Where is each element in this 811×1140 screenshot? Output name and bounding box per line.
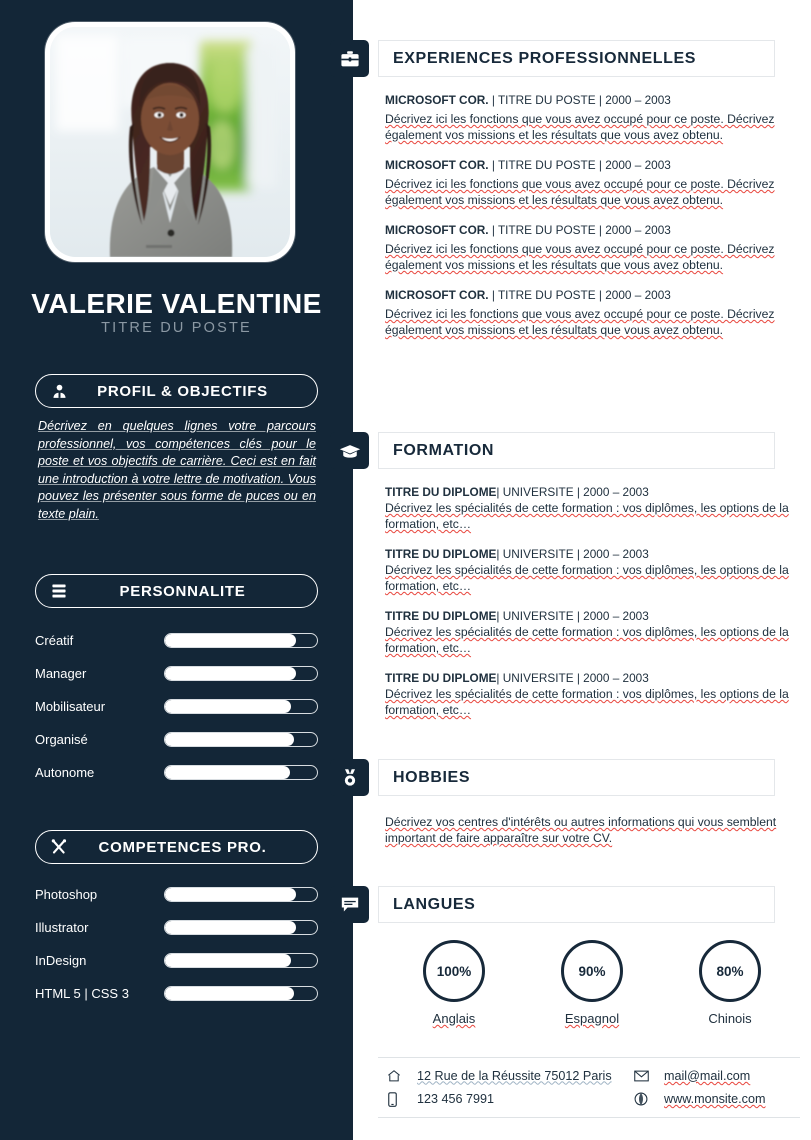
section-header-box — [378, 886, 775, 923]
formation-meta: | UNIVERSITE | 2000 – 2003 — [496, 485, 649, 499]
profile-photo-frame — [45, 22, 295, 262]
portrait-illustration — [50, 27, 290, 257]
section-header-box — [378, 432, 775, 469]
personality-bar-label: Manager — [35, 666, 87, 681]
language-item — [399, 940, 509, 1026]
section-pill-competences-label: COMPETENCES PRO. — [98, 838, 267, 856]
personality-bar-label: Organisé — [35, 732, 88, 747]
formation-meta: | UNIVERSITE | 2000 – 2003 — [496, 671, 649, 685]
profile-text: Décrivez en quelques lignes votre parcours professionnel, vos compétences clés pour le poste et vos objectifs de carrière. Ceci est en fait une introduction à votre lettre de motivation. Vous pouvez les présenter sous forme de puces ou en texte plain. — [38, 419, 316, 521]
formation-entry-title — [385, 670, 799, 686]
experience-entry-title — [385, 157, 799, 173]
formation-entry — [385, 608, 799, 656]
formation-entry-title — [385, 546, 799, 562]
language-percent-circle: 90% — [561, 940, 623, 1002]
formation-description: Décrivez les spécialités de cette formation : vos diplômes, les options de la formation, etc… — [385, 501, 789, 531]
personality-bar-fill — [165, 634, 296, 647]
list-icon — [36, 583, 82, 599]
language-name: Espagnol — [564, 1011, 620, 1026]
formation-entry — [385, 670, 799, 718]
formation-entry — [385, 546, 799, 594]
formation-meta: | UNIVERSITE | 2000 – 2003 — [496, 547, 649, 561]
experience-meta: | TITRE DU POSTE | 2000 – 2003 — [488, 223, 671, 237]
formation-description: Décrivez les spécialités de cette formation : vos diplômes, les options de la formation, etc… — [385, 625, 789, 655]
experience-entry — [385, 287, 799, 338]
graduation-cap-icon — [330, 432, 369, 469]
skill-bar-track — [164, 953, 318, 968]
personality-bar-track — [164, 732, 318, 747]
skill-bar-label: Illustrator — [35, 920, 89, 935]
personality-bar-row — [35, 756, 318, 789]
skills-bars — [35, 878, 318, 1010]
contact-address: 12 Rue de la Réussite 75012 Paris — [417, 1068, 612, 1083]
personality-bar-track — [164, 633, 318, 648]
personality-bar-label: Créatif — [35, 633, 74, 648]
language-name: Chinois — [708, 1011, 752, 1026]
experience-meta: | TITRE DU POSTE | 2000 – 2003 — [488, 288, 671, 302]
contact-divider — [378, 1117, 800, 1118]
skill-bar-fill — [165, 987, 294, 1000]
section-header-formation — [353, 432, 775, 469]
section-title-hobbies: HOBBIES — [393, 768, 471, 786]
formation-diploma: TITRE DU DIPLOME — [385, 485, 497, 499]
person-icon — [36, 383, 82, 400]
formation-description: Décrivez les spécialités de cette formation : vos diplômes, les options de la formation, etc… — [385, 563, 789, 593]
section-title-experience: EXPERIENCES PROFESSIONNELLES — [393, 49, 697, 67]
personality-bar-row — [35, 723, 318, 756]
envelope-icon — [634, 1070, 664, 1082]
language-item — [675, 940, 785, 1026]
skill-bar-track — [164, 986, 318, 1001]
personality-bars — [35, 624, 318, 789]
formation-diploma: TITRE DU DIPLOME — [385, 609, 497, 623]
experience-meta: | TITRE DU POSTE | 2000 – 2003 — [488, 93, 671, 107]
sidebar — [0, 0, 353, 1140]
skill-bar-label: Photoshop — [35, 887, 98, 902]
skill-bar-track — [164, 920, 318, 935]
language-percent-circle: 100% — [423, 940, 485, 1002]
job-title: TITRE DU POSTE — [101, 320, 252, 336]
experience-entry-title — [385, 222, 799, 238]
medal-icon — [330, 759, 369, 796]
personality-bar-track — [164, 765, 318, 780]
contact-footer — [378, 1057, 800, 1117]
contact-phone-row — [387, 1092, 628, 1107]
experience-entry — [385, 157, 799, 208]
experience-description: Décrivez ici les fonctions que vous avez occupé pour ce poste. Décrivez également vos missions et les résultats que vous avez obtenu. — [385, 177, 775, 207]
formation-description: Décrivez les spécialités de cette formation : vos diplômes, les options de la formation, etc… — [385, 687, 789, 717]
contact-address-row — [387, 1069, 628, 1083]
personality-bar-row — [35, 657, 318, 690]
personality-bar-fill — [165, 667, 296, 680]
section-pill-personnalite-label: PERSONNALITE — [119, 582, 246, 600]
formation-list — [385, 484, 799, 732]
formation-entry — [385, 484, 799, 532]
formation-entry-title — [385, 484, 799, 500]
section-header-experience — [353, 40, 775, 77]
experience-company: MICROSOFT COR. — [385, 223, 489, 237]
experience-company: MICROSOFT COR. — [385, 93, 489, 107]
experience-entry — [385, 92, 799, 143]
experience-entry — [385, 222, 799, 273]
home-icon — [387, 1069, 417, 1083]
skill-bar-row — [35, 944, 318, 977]
briefcase-icon — [330, 40, 369, 77]
personality-bar-row — [35, 690, 318, 723]
formation-entry-title — [385, 608, 799, 624]
section-header-langues — [353, 886, 775, 923]
globe-icon — [634, 1092, 664, 1106]
experience-meta: | TITRE DU POSTE | 2000 – 2003 — [488, 158, 671, 172]
skill-bar-fill — [165, 921, 296, 934]
contact-phone: 123 456 7991 — [417, 1092, 495, 1106]
formation-diploma: TITRE DU DIPLOME — [385, 547, 497, 561]
experience-description: Décrivez ici les fonctions que vous avez occupé pour ce poste. Décrivez également vos missions et les résultats que vous avez obtenu. — [385, 307, 775, 337]
skill-bar-row — [35, 878, 318, 911]
formation-meta: | UNIVERSITE | 2000 – 2003 — [496, 609, 649, 623]
contact-email-row — [634, 1069, 800, 1083]
experience-entry-title — [385, 92, 799, 108]
skill-bar-track — [164, 887, 318, 902]
experience-list — [385, 92, 799, 352]
skill-bar-fill — [165, 954, 291, 967]
personality-bar-row — [35, 624, 318, 657]
mobile-icon — [387, 1092, 417, 1107]
hobbies-text: Décrivez vos centres d'intérêts ou autres informations qui vous semblent important de faire apparaître sur votre CV. — [385, 815, 777, 845]
section-pill-profil[interactable] — [35, 374, 318, 408]
experience-description: Décrivez ici les fonctions que vous avez occupé pour ce poste. Décrivez également vos missions et les résultats que vous avez obtenu. — [385, 112, 775, 142]
skill-bar-fill — [165, 888, 296, 901]
profile-photo — [50, 27, 290, 257]
experience-company: MICROSOFT COR. — [385, 158, 489, 172]
personality-bar-fill — [165, 766, 290, 779]
section-header-hobbies — [353, 759, 775, 796]
personality-bar-label: Mobilisateur — [35, 699, 106, 714]
section-header-box — [378, 40, 775, 77]
contact-email[interactable]: mail@mail.com — [664, 1069, 751, 1083]
personality-bar-track — [164, 666, 318, 681]
contact-website-row — [634, 1092, 800, 1106]
section-pill-profil-label: PROFIL & OBJECTIFS — [97, 382, 268, 400]
experience-company: MICROSOFT COR. — [385, 288, 489, 302]
language-name: Anglais — [432, 1011, 476, 1026]
contact-column-right — [628, 1069, 800, 1106]
experience-entry-title — [385, 287, 799, 303]
main-content — [353, 0, 811, 1140]
language-item — [537, 940, 647, 1026]
experience-description: Décrivez ici les fonctions que vous avez occupé pour ce poste. Décrivez également vos missions et les résultats que vous avez obtenu. — [385, 242, 775, 272]
personality-bar-fill — [165, 733, 294, 746]
personality-bar-fill — [165, 700, 291, 713]
contact-column-left — [378, 1069, 628, 1107]
skill-bar-label: HTML 5 | CSS 3 — [35, 986, 129, 1001]
languages-list — [385, 940, 799, 1026]
section-header-box — [378, 759, 775, 796]
personality-bar-label: Autonome — [35, 765, 95, 780]
speech-bubble-icon — [330, 886, 369, 923]
language-percent-circle: 80% — [699, 940, 761, 1002]
formation-diploma: TITRE DU DIPLOME — [385, 671, 497, 685]
section-title-langues: LANGUES — [393, 895, 476, 913]
section-pill-competences[interactable] — [35, 830, 318, 864]
section-title-formation: FORMATION — [393, 441, 495, 459]
contact-website[interactable]: www.monsite.com — [664, 1092, 766, 1106]
page-title: VALERIE VALENTINE — [31, 288, 322, 319]
section-pill-personnalite[interactable] — [35, 574, 318, 608]
skill-bar-row — [35, 977, 318, 1010]
skill-bar-row — [35, 911, 318, 944]
personality-bar-track — [164, 699, 318, 714]
tools-icon — [36, 837, 82, 857]
hobbies-text-wrap — [385, 811, 799, 846]
skill-bar-label: InDesign — [35, 953, 87, 968]
